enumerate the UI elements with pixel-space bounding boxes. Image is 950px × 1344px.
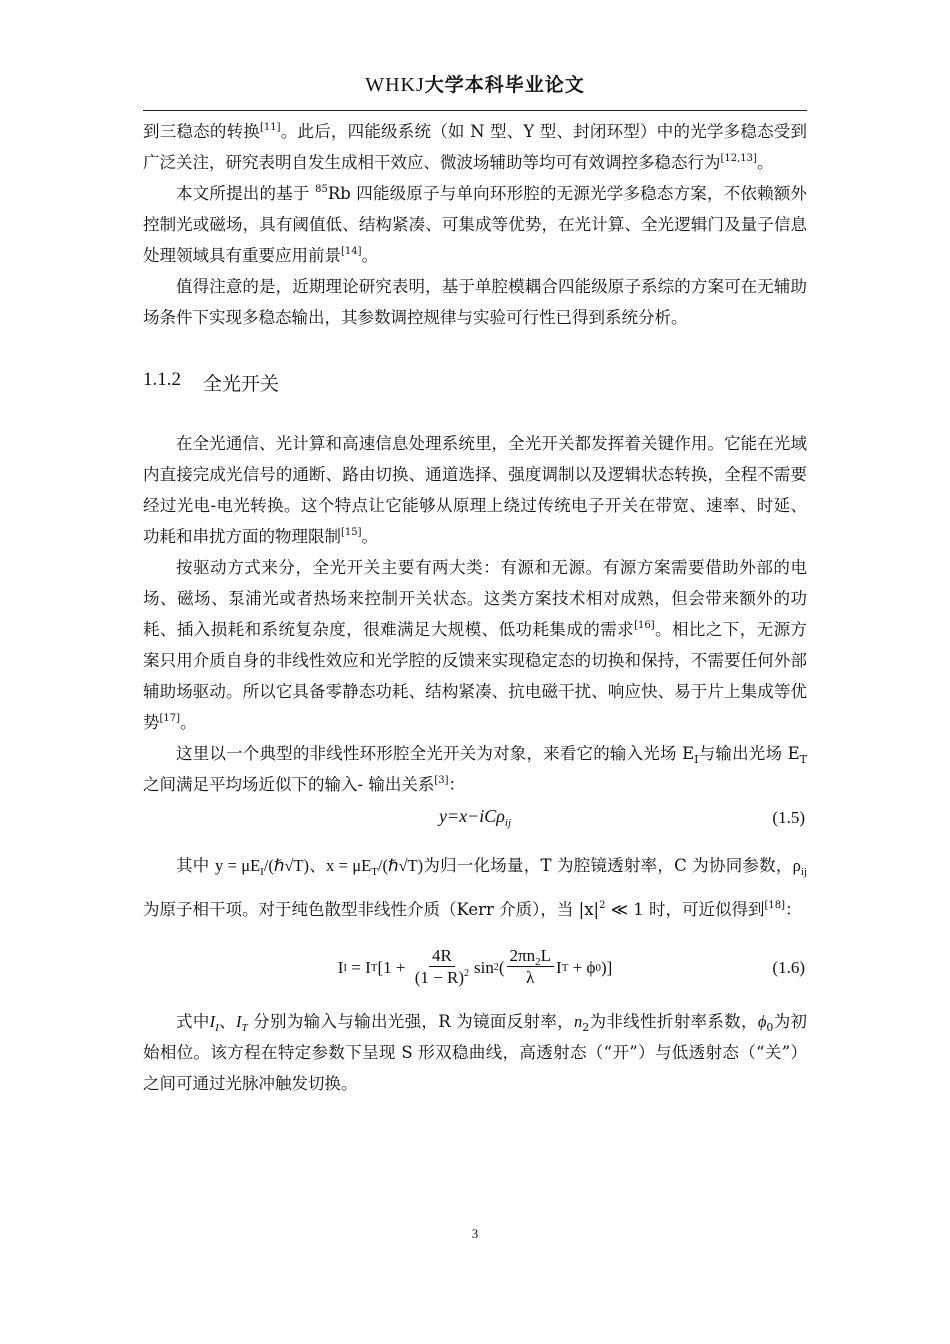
math-symbol: I bbox=[209, 1012, 216, 1031]
inline-formula-rho bbox=[792, 856, 807, 878]
formula-text: ( bbox=[498, 957, 505, 977]
text-span: ： bbox=[448, 775, 465, 794]
formula-text: )] bbox=[600, 957, 613, 977]
text-span: 为归一化场量，T 为腔镜透射率，C 为协同参数， bbox=[423, 856, 793, 875]
equation-text: y=x−iCρ bbox=[438, 806, 505, 826]
paragraph-5 bbox=[143, 552, 807, 738]
math-symbol: ϕ bbox=[757, 1012, 767, 1031]
citation: [12,13] bbox=[720, 153, 757, 164]
subscript: 0 bbox=[766, 1021, 774, 1034]
fraction-denominator: λ bbox=[526, 968, 535, 987]
paragraph-4 bbox=[143, 428, 807, 552]
superscript: 2 bbox=[599, 900, 606, 911]
text-span: 本文所提出的基于 bbox=[176, 184, 316, 203]
text-span: 。相比之下，无源方案只用介质自身的非线性效应和光学腔的反馈来实现稳定态的切换和保持，不需要任何外部辅助场驱动。所以它具备零静态功耗、结构紧凑、抗电磁干扰、响应快、易于片上集成等优势 bbox=[143, 620, 808, 732]
citation: [3] bbox=[434, 775, 449, 786]
formula-text: (1 − R) bbox=[414, 968, 465, 987]
fraction-reflectivity bbox=[412, 946, 472, 989]
equation-1-6 bbox=[143, 940, 807, 1000]
text-span: 为非线性折射率系数， bbox=[589, 1012, 758, 1031]
text-span: 其中 bbox=[176, 856, 215, 875]
body-text bbox=[143, 116, 807, 1099]
text-span: 与输出光场 E bbox=[698, 744, 800, 763]
fraction-phase bbox=[507, 946, 554, 989]
citation: [17] bbox=[159, 713, 181, 724]
fraction-numerator bbox=[507, 946, 554, 967]
inline-formula-y bbox=[214, 856, 309, 878]
equation-body: I I = I T [1 + $\frac{4R}{(1 - R)^2}$ sin 2 ( $\frac{2\pi n_2L}{\lambda}$ I T + ϕ 0 )] bbox=[337, 946, 613, 987]
formula-text: sin bbox=[474, 957, 494, 977]
equation-body bbox=[143, 806, 807, 827]
text-span: 、 bbox=[309, 856, 326, 875]
text-span: 按驱动方式来分，全光开关主要有两大类：有源和无源。有源方案需要借助外部的电场、磁场、泵浦光或者热场来控制开关状态。这类方案技术相对成熟，但会带来额外的功耗、插入损耗和系统复杂度，很难满足大规模、低功耗集成的需求 bbox=[143, 558, 807, 639]
citation: [18] bbox=[764, 900, 786, 911]
subscript: I bbox=[215, 1022, 219, 1034]
subscript: ij bbox=[504, 817, 512, 829]
text-span: 这里以一个典型的非线性环形腔全光开关为对象，来看它的输入光场 E bbox=[176, 744, 695, 763]
formula-text: 2πn bbox=[509, 946, 536, 965]
text-span: 、 bbox=[218, 1012, 236, 1031]
inline-formula-x bbox=[325, 856, 424, 878]
text-span: 式中 bbox=[176, 1012, 210, 1031]
isotope-superscript: 85 bbox=[315, 184, 328, 195]
equation-1-5 bbox=[143, 800, 807, 844]
subscript: I bbox=[694, 753, 699, 766]
paragraph-2 bbox=[143, 178, 807, 271]
text-span: Rb 四能级原子与单向环形腔的无源光学多稳态方案，不依赖额外控制光或磁场，具有阈值低、结构紧凑、可集成等优势，在光计算、全光逻辑门及量子信息处理领域具有重要应用前景 bbox=[143, 184, 808, 265]
text-span: 。 bbox=[361, 246, 379, 265]
formula-text: I bbox=[556, 957, 562, 977]
text-span: 在全光通信、光计算和高速信息处理系统里，全光开关都发挥着关键作用。它能在光域内直接完成光信号的通断、路由切换、通道选择、强度调制以及逻辑状态转换，全程不需要经过光电-电光转换。这个特点让它能够从原理上绕过传统电子开关在带宽、速率、时延、功耗和串扰方面的物理限制 bbox=[143, 434, 807, 546]
section-title: 全光开关 bbox=[203, 373, 280, 395]
page-number: 3 bbox=[471, 1226, 479, 1241]
subscript: I bbox=[260, 866, 264, 878]
equation-number: (1.5) bbox=[772, 808, 805, 827]
paragraph-3: 值得注意的是，近期理论研究表明，基于单腔模耦合四能级原子系综的方案可在无辅助场条件下实现多稳态输出，其参数调控规律与实验可行性已得到系统分析。 bbox=[143, 277, 807, 327]
formula-text: L bbox=[540, 946, 552, 965]
running-header bbox=[143, 70, 807, 97]
subscript: T bbox=[241, 1022, 248, 1034]
text-span: ： bbox=[785, 900, 802, 919]
math-symbol: I bbox=[235, 1012, 242, 1031]
formula-text: x = μE bbox=[325, 856, 372, 875]
subscript: 2 bbox=[535, 956, 541, 968]
citation: [11] bbox=[260, 122, 281, 133]
subscript: 2 bbox=[582, 1021, 590, 1034]
text-span: 。 bbox=[361, 527, 379, 546]
header-rule bbox=[143, 110, 807, 111]
equation-number: (1.6) bbox=[772, 958, 805, 977]
text-span: 分别为输入与输出光强，R 为镜面反射率， bbox=[247, 1012, 575, 1031]
subscript: T bbox=[799, 753, 807, 766]
fraction-denominator bbox=[412, 967, 472, 989]
section-number: 1.1.2 bbox=[143, 369, 181, 390]
subscript: ij bbox=[800, 866, 807, 878]
text-span: 到三稳态的转换 bbox=[143, 122, 261, 141]
formula-text: I bbox=[337, 957, 344, 977]
text-span: ≪ 1 时，可近似得到 bbox=[605, 900, 765, 919]
text-span: 。 bbox=[180, 713, 197, 732]
math-symbol: n bbox=[574, 1012, 583, 1031]
citation: [14] bbox=[341, 246, 362, 257]
fraction-numerator: 4R bbox=[429, 946, 455, 967]
paragraph-8 bbox=[143, 1006, 807, 1099]
text-span: 之间满足平均场近似下的输入- 输出关系 bbox=[143, 775, 435, 794]
paragraph-1 bbox=[143, 116, 807, 178]
formula-text: = I bbox=[347, 957, 371, 977]
text-span: 为初始相位。该方程在特定参数下呈现 S 形双稳曲线，高透射态（“开”）与低透射态（“关”）之间可通过光脉冲触发切换。 bbox=[143, 1012, 808, 1093]
subscript: T bbox=[371, 866, 378, 878]
citation: [16] bbox=[634, 620, 655, 631]
paragraph-6 bbox=[143, 738, 807, 800]
header-latin: WHKJ bbox=[365, 74, 425, 96]
citation: [15] bbox=[341, 527, 362, 538]
text-span: 为原子相干项。对于纯色散型非线性介质（Kerr 介质），当 |x| bbox=[143, 900, 600, 919]
formula-text: + ϕ bbox=[568, 957, 596, 977]
text-span: 。 bbox=[756, 153, 774, 172]
section-heading bbox=[143, 369, 807, 396]
formula-text: y = μE bbox=[214, 856, 261, 875]
text-span: 。此后，四能级系统（如 N 型、Y 型、封闭环型）中的光学多稳态受到广泛关注，研究表明自发生成相干效应、微波场辅助等均可有效调控多稳态行为 bbox=[143, 122, 807, 172]
formula-text: ρ bbox=[792, 856, 801, 875]
superscript: 2 bbox=[464, 968, 470, 979]
formula-text: /(ℏ√T) bbox=[377, 856, 424, 875]
header-title: 大学本科毕业论文 bbox=[424, 74, 585, 96]
formula-text: [1 + bbox=[377, 957, 410, 977]
paragraph-7 bbox=[143, 844, 807, 932]
formula-text: /(ℏ√T) bbox=[263, 856, 309, 875]
